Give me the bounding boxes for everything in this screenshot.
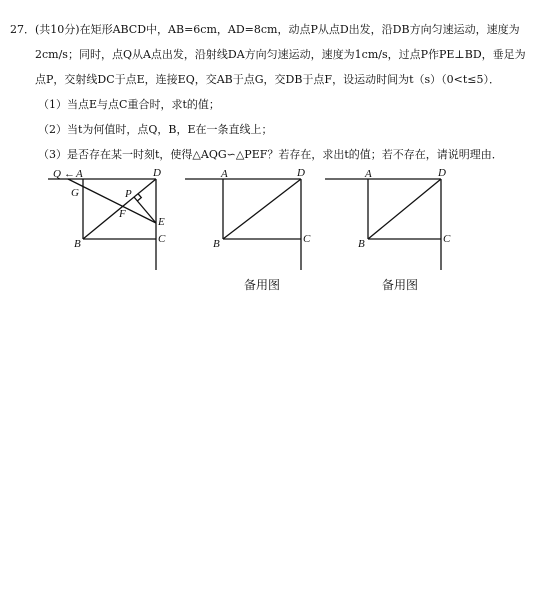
label-b: B — [74, 238, 81, 250]
question-3: （3）是否存在某一时刻t，使得△AQG∽△PEF？若存在，求出t的值；若不存在，请说明理由． — [38, 148, 503, 161]
backup-caption-1: 备用图 — [244, 278, 281, 292]
diagonal-bd — [223, 179, 301, 239]
backup-caption-2: 备用图 — [382, 278, 419, 292]
figures-row — [0, 165, 556, 295]
problem-line-3: 点P，交射线DC于点E，连接EQ，交AB于点G，交DB于点F，设运动时间为t（s）（0<t≤5）． — [35, 73, 500, 86]
main-figure-diagram — [40, 165, 180, 275]
label-q: Q — [53, 168, 61, 180]
backup-figure-1-diagram — [185, 165, 325, 275]
question-1: （1）当点E与点C重合时，求t的值； — [38, 98, 220, 111]
right-angle-mark — [137, 194, 141, 201]
problem-line-1: 27．(共10分)在矩形ABCD中，AB=6cm，AD=8cm，动点P从点D出发，沿DB方向匀速运动，速度为 — [10, 23, 520, 36]
label-a: A — [221, 168, 228, 180]
segment-qe — [68, 179, 156, 223]
segment-pe — [134, 197, 156, 223]
backup-figure-2-diagram — [325, 165, 465, 275]
question-2: （2）当t为何值时，点Q，B，E在一条直线上； — [38, 123, 273, 136]
label-b: B — [358, 238, 365, 250]
label-d: D — [153, 167, 161, 179]
label-c: C — [158, 233, 166, 245]
arrow-icon: ← — [64, 168, 75, 180]
backup-figure-1 — [185, 165, 325, 275]
label-c: C — [443, 233, 451, 245]
label-g: G — [71, 187, 79, 199]
backup-figure-2 — [325, 165, 465, 275]
main-figure — [40, 165, 180, 275]
label-d: D — [297, 167, 305, 179]
diagonal-bd — [368, 179, 441, 239]
label-d: D — [438, 167, 446, 179]
label-a: A — [76, 168, 83, 180]
problem-line-2: 2cm/s；同时，点Q从A点出发，沿射线DA方向匀速运动，速度为1cm/s，过点P作PE⊥BD，垂足为 — [35, 48, 526, 61]
problem-text — [10, 17, 540, 167]
label-a: A — [365, 168, 372, 180]
label-c: C — [303, 233, 311, 245]
label-b: B — [213, 238, 220, 250]
label-e: E — [158, 216, 165, 228]
label-f: F — [119, 208, 126, 220]
label-p: P — [125, 188, 132, 200]
